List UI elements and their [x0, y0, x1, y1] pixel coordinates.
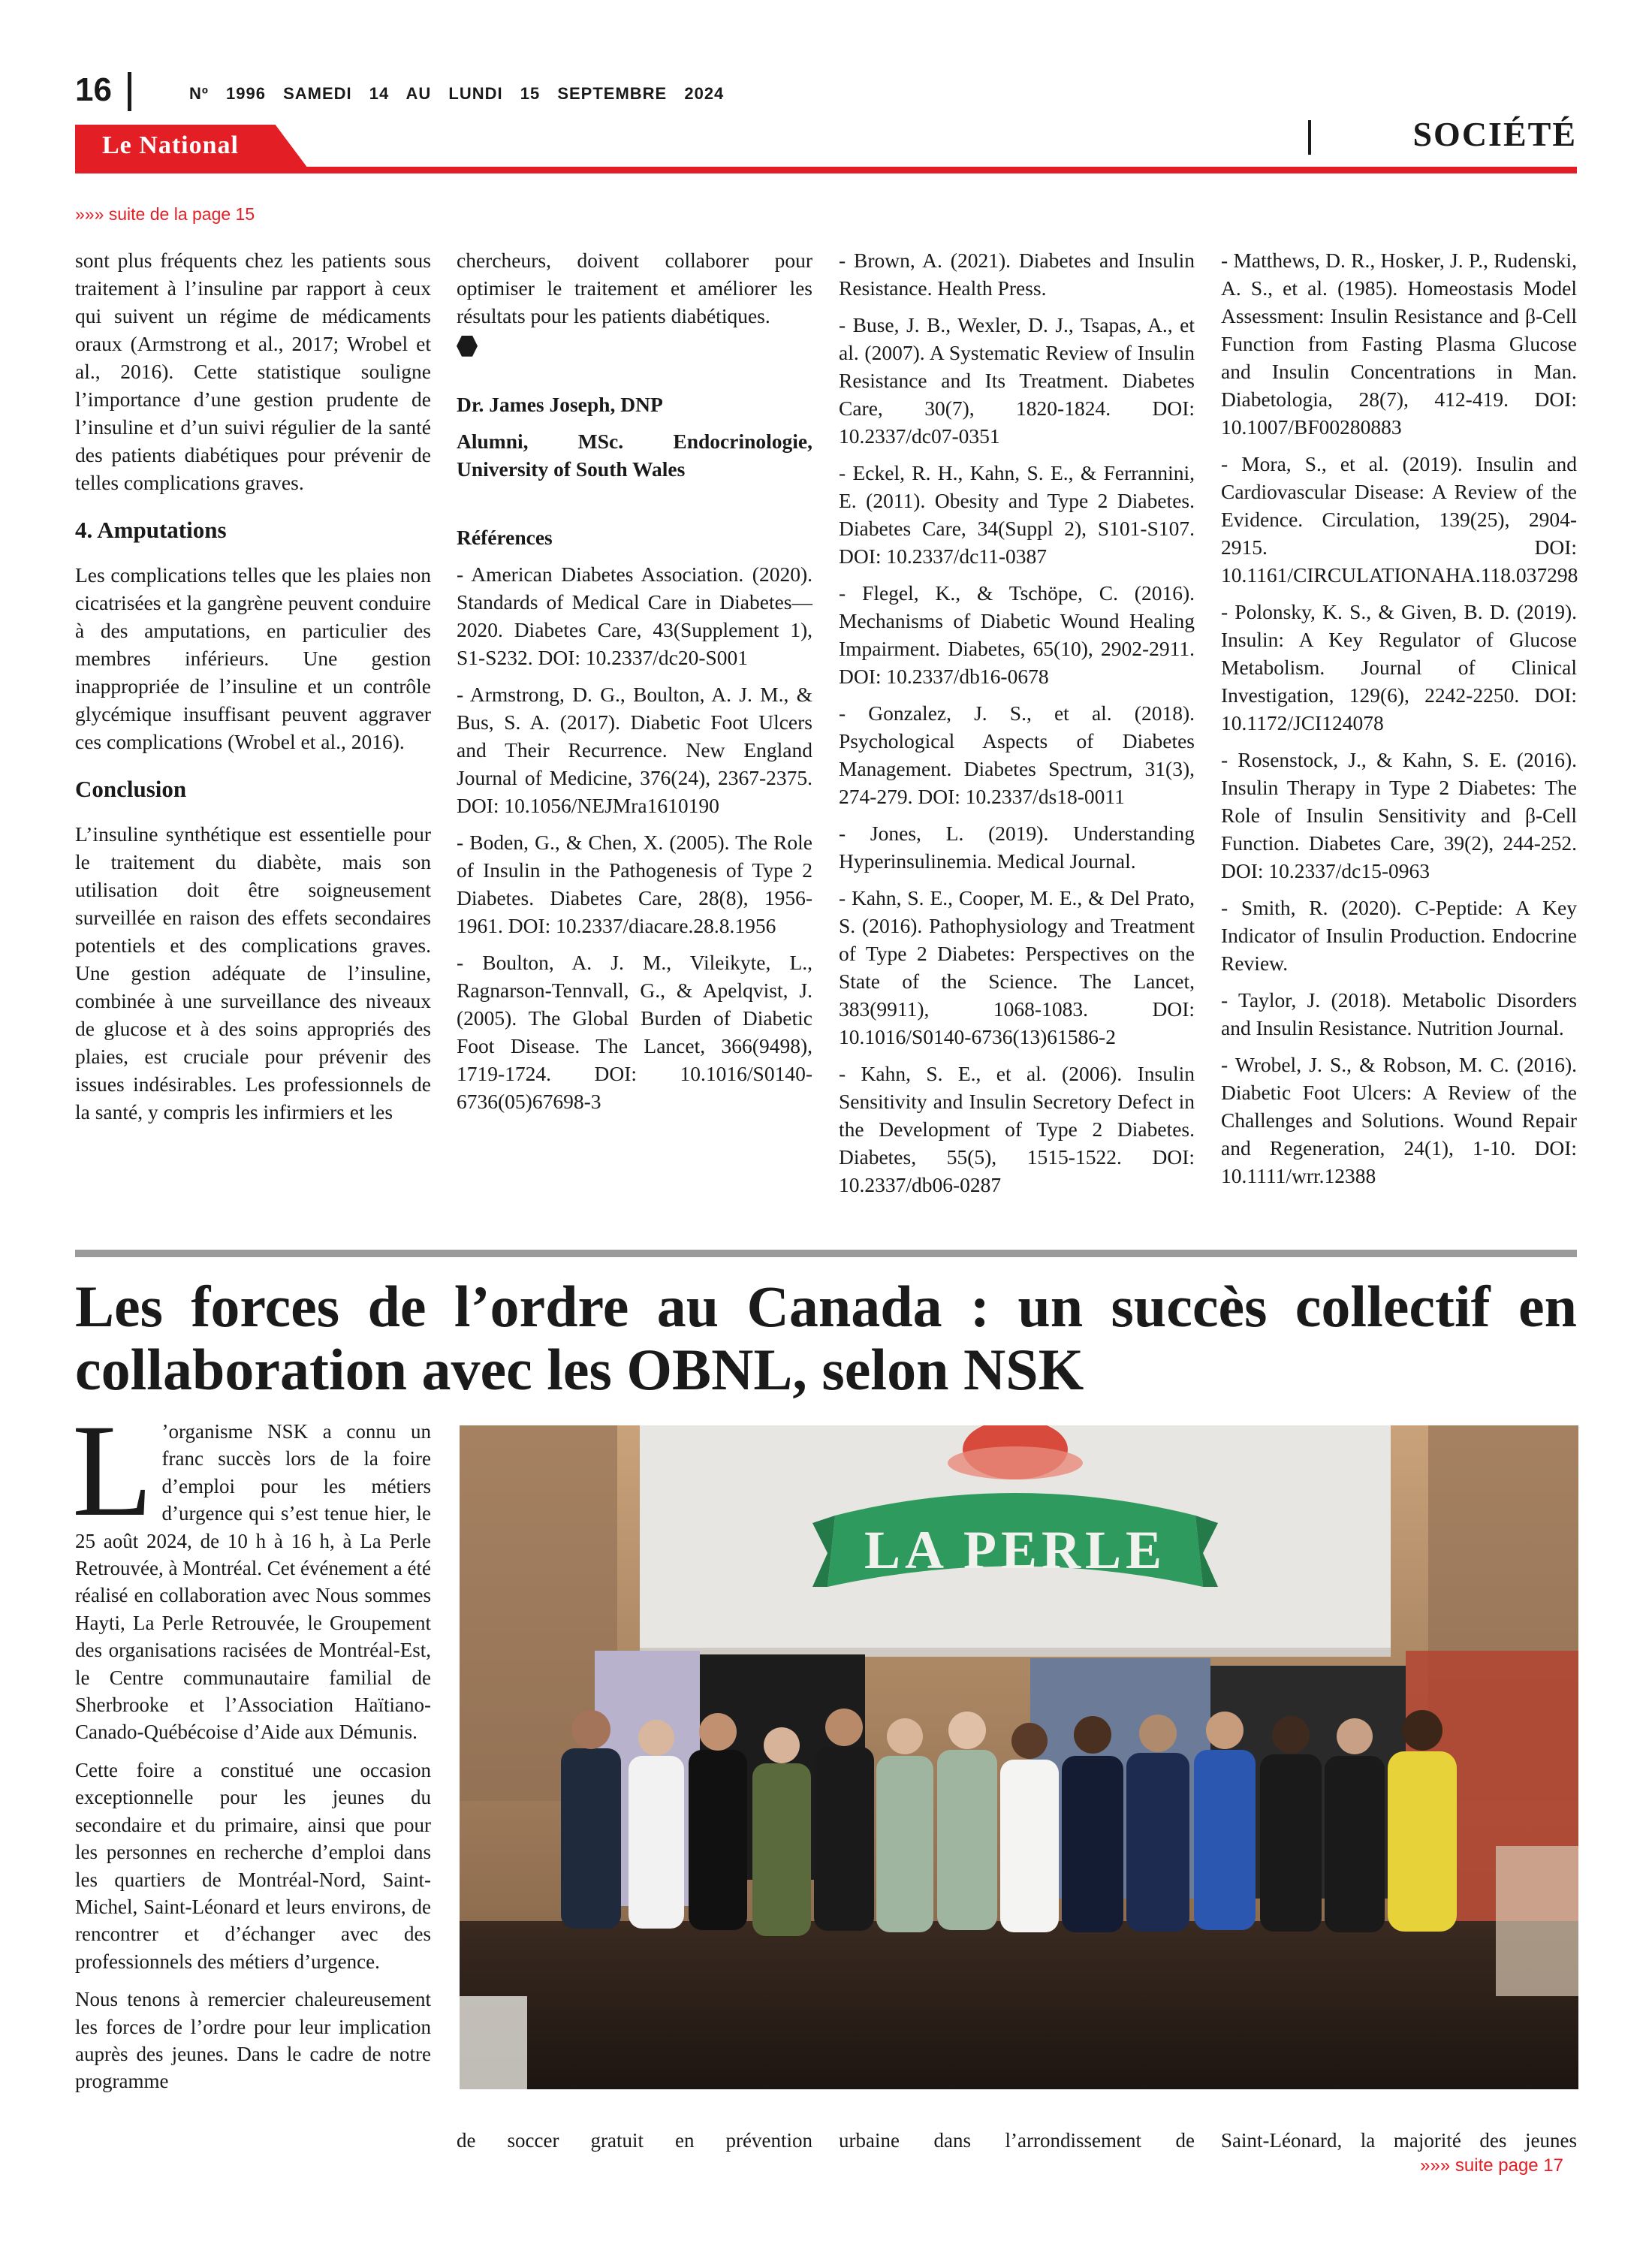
- reference-item: - Taylor, J. (2018). Metabolic Disorders and Insulin Resistance. Nutrition Journal.: [1221, 988, 1577, 1039]
- reference-item: - Boden, G., & Chen, X. (2005). The Role of Insulin in the Pathogenesis of Type 2 Diabetes. Diabetes Care, 28(8), 1956-1961. DOI: 10.2337/diacare.28.8.1956: [457, 831, 812, 937]
- references-title: Références: [457, 526, 553, 549]
- continued-on-link[interactable]: »»» suite page 17: [1420, 2155, 1563, 2176]
- section-title: SOCIÉTÉ: [1412, 115, 1577, 153]
- subheading-conclusion: Conclusion: [75, 776, 187, 802]
- article-headline: Les forces de l’ordre au Canada : un succès collectif en collaboration avec les OBNL, selon NSK: [75, 1274, 1577, 1402]
- paragraph: Nous tenons à remercier chaleureusement les forces de l’ordre pour leur implication auprès des jeunes. Dans le cadre de notre programme: [75, 1988, 431, 2093]
- page-number: 16: [75, 71, 112, 108]
- references-column-3: [839, 246, 1195, 1208]
- article-continuation-fragment: Saint-Léonard, la majorité des jeunes: [1221, 2129, 1577, 2152]
- photo-illustration: [460, 1425, 1578, 2089]
- paragraph: L’insuline synthétique est essentielle pour le traitement du diabète, mais son utilisation doit être soigneusement surveillée en raison des effets secondaires potentiels et des complications graves. Une gestion adéquate de l’insuline, combinée à une surveillance des niveaux de glucose et à des soins appropriés des plaies, est cruciale pour prévenir des issues indésirables. Les professionnels de la santé, y compris les infirmiers et les: [75, 822, 431, 1123]
- drop-cap: L: [72, 1398, 153, 1544]
- section-divider: [1308, 120, 1311, 155]
- reference-item: - Kahn, S. E., et al. (2006). Insulin Sensitivity and Insulin Secretory Defect in the Development of Type 2 Diabetes. Diabetes, 55(5), 1515-1522. DOI: 10.2337/db06-0287: [839, 1062, 1195, 1196]
- banner-text: LA PERLE: [864, 1520, 1167, 1580]
- author-affiliation: Alumni, MSc. Endocrinologie, University of South Wales: [457, 430, 812, 481]
- article-continuation-fragment: de soccer gratuit en prévention: [457, 2129, 812, 2152]
- lead-paragraph: [72, 1398, 431, 1746]
- newspaper-name: Le National: [102, 131, 239, 159]
- article-column-1: [75, 246, 431, 1135]
- continued-from: »»» suite de la page 15: [75, 204, 255, 224]
- reference-item: - Wrobel, J. S., & Robson, M. C. (2016). Diabetic Foot Ulcers: A Review of the Challenges and Solutions. Wound Repair and Regeneration, 24(1), 1-10. DOI: 10.1111/wrr.12388: [1221, 1053, 1577, 1187]
- header-rule: [75, 167, 1577, 173]
- article-body-column: [72, 1398, 431, 2106]
- reference-item: - Armstrong, D. G., Boulton, A. J. M., & Bus, S. A. (2017). Diabetic Foot Ulcers and Their Recurrence. New England Journal of Medicine, 376(24), 2367-2375. DOI: 10.1056/NEJMra1610190: [457, 683, 812, 817]
- paragraph: sont plus fréquents chez les patients sous traitement à l’insuline par rapport à ceux qui suivent un régime de médicaments oraux (Armstrong et al., 2017; Wrobel et al., 2016). Cette statistique souligne l’importance d’une gestion prudente de l’insuline et d’un suivi régulier de la santé des patients diabétiques pour prévenir de telles complications graves.: [75, 249, 431, 494]
- author-name: Dr. James Joseph, DNP: [457, 393, 663, 416]
- event-group-photo: [460, 1425, 1578, 2089]
- article-column-2: [457, 246, 812, 1124]
- article-continuation-fragment: urbaine dans l’arrondissement de: [839, 2129, 1195, 2152]
- reference-item: - Kahn, S. E., Cooper, M. E., & Del Prato, S. (2016). Pathophysiology and Treatment of Type 2 Diabetes: Perspectives on the State of the Science. The Lancet, 383(9911), 1068-1083. DOI: 10.1016/S0140-6736(13)61586-2: [839, 886, 1195, 1048]
- subheading-amputations: 4. Amputations: [75, 517, 227, 543]
- reference-item: - Buse, J. B., Wexler, D. J., Tsapas, A., et al. (2007). A Systematic Review of Insulin Resistance and Its Treatment. Diabetes Care, 30(7), 1820-1824. DOI: 10.2337/dc07-0351: [839, 313, 1195, 448]
- paragraph: Les complications telles que les plaies non cicatrisées et la gangrène peuvent conduire à des amputations, en particulier des membres inférieurs. Une gestion inappropriée de l’insuline et un contrôle glycémique insuffisant peuvent aggraver ces complications (Wrobel et al., 2016).: [75, 563, 431, 753]
- reference-item: - Eckel, R. H., Kahn, S. E., & Ferrannini, E. (2011). Obesity and Type 2 Diabetes. Diabetes Care, 34(Suppl 2), S101-S107. DOI: 10.2337/dc11-0387: [839, 461, 1195, 568]
- reference-item: - Matthews, D. R., Hosker, J. P., Rudenski, A. S., et al. (1985). Homeostasis Model Assessment: Insulin Resistance and β-Cell Function from Fasting Plasma Glucose and Insulin Concentrations in Man. Diabetologia, 28(7), 412-419. DOI: 10.1007/BF00280883: [1221, 249, 1577, 439]
- reference-item: - Jones, L. (2019). Understanding Hyperinsulinemia. Medical Journal.: [839, 822, 1195, 873]
- reference-item: - Brown, A. (2021). Diabetes and Insulin Resistance. Health Press.: [839, 249, 1195, 300]
- end-mark-icon: [457, 336, 478, 357]
- header-divider: [128, 72, 131, 111]
- references-column-4: [1221, 246, 1577, 1199]
- article-divider: [75, 1250, 1577, 1257]
- reference-item: - Gonzalez, J. S., et al. (2018). Psychological Aspects of Diabetes Management. Diabetes Spectrum, 31(3), 274-279. DOI: 10.2337/ds18-0011: [839, 701, 1195, 808]
- reference-item: - Mora, S., et al. (2019). Insulin and Cardiovascular Disease: A Review of the Evidence. Circulation, 139(25), 2904-2915. DOI: 10.1161/CIRCULATIONAHA.118.037298: [1221, 452, 1578, 587]
- paragraph: [457, 246, 812, 357]
- issue-date-line: Nº 1996 SAMEDI 14 AU LUNDI 15 SEPTEMBRE 2024: [189, 84, 725, 103]
- lead-text: ’organisme NSK a connu un franc succès lors de la foire d’emploi pour les métiers d’urgence qui s’est tenue hier, le 25 août 2024, de 10 h à 16 h, à La Perle Retrouvée, à Montréal. Cet événement a été réalisé en collaboration avec Nous sommes Hayti, La Perle Retrouvée, le Groupement des organisations racisées de Montréal-Est, le Centre communautaire familial de Sherbrooke et l’Association Haïtiano-Canado-Québécoise d’Aide aux Démunis.: [75, 1420, 431, 1744]
- reference-item: - Polonsky, K. S., & Given, B. D. (2019). Insulin: A Key Regulator of Glucose Metabolism. Journal of Clinical Investigation, 129(6), 2242-2250. DOI: 10.1172/JCI124078: [1221, 600, 1577, 734]
- paragraph-text: chercheurs, doivent collaborer pour optimiser le traitement et améliorer les résultats pour les patients diabétiques.: [457, 249, 812, 327]
- reference-item: - Rosenstock, J., & Kahn, S. E. (2016). Insulin Therapy in Type 2 Diabetes: The Role of Insulin Sensitivity and β-Cell Function. Diabetes Care, 39(2), 244-252. DOI: 10.2337/dc15-0963: [1221, 748, 1577, 882]
- reference-item: - American Diabetes Association. (2020). Standards of Medical Care in Diabetes—2020. Diabetes Care, 43(Supplement 1), S1-S232. DOI: 10.2337/dc20-S001: [457, 562, 812, 669]
- reference-item: - Flegel, K., & Tschöpe, C. (2016). Mechanisms of Diabetic Wound Healing Impairment. Diabetes, 65(10), 2902-2911. DOI: 10.2337/db16-0678: [839, 581, 1195, 688]
- reference-item: - Smith, R. (2020). C-Peptide: A Key Indicator of Insulin Production. Endocrine Review.: [1221, 896, 1577, 975]
- paragraph: Cette foire a constitué une occasion exceptionnelle pour les jeunes du secondaire et du primaire, ainsi que pour les personnes en recherche d’emploi dans les quartiers de Montréal-Nord, Saint-Michel, Saint-Léonard et leurs environs, de rencontrer et d’échanger avec des professionnels des métiers d’urgence.: [75, 1758, 431, 1973]
- reference-item: - Boulton, A. J. M., Vileikyte, L., Ragnarson-Tennvall, G., & Apelqvist, J. (2005). The Global Burden of Diabetic Foot Disease. The Lancet, 366(9498), 1719-1724. DOI: 10.1016/S0140-6736(05)67698-3: [457, 951, 812, 1113]
